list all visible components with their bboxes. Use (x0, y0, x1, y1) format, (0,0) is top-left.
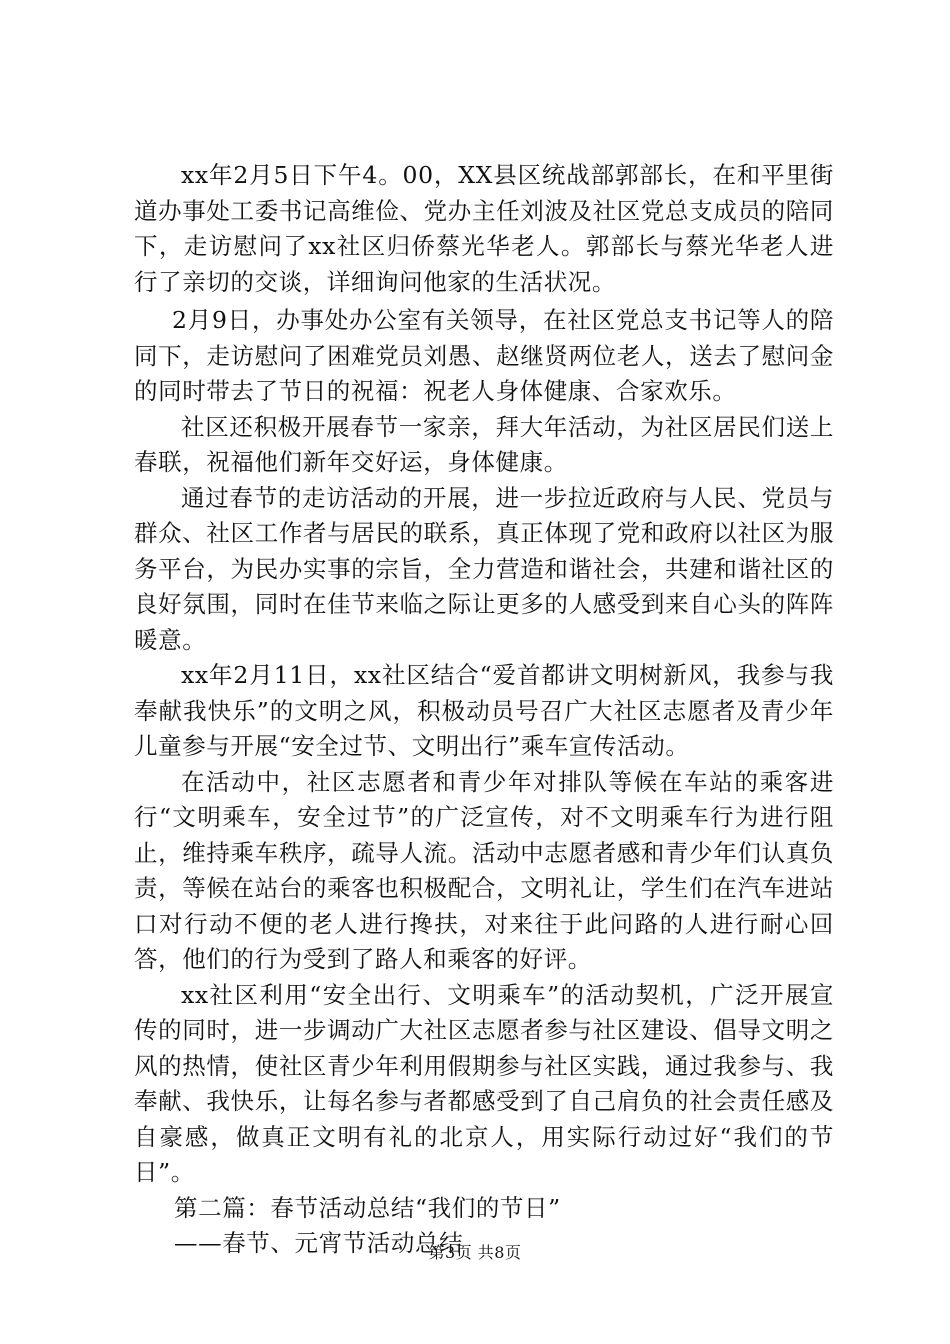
paragraph-activity-summary: xx社区利用“安全出行、文明乘车”的活动契机，广泛开展宣传的同时，进一步调动广大社区志愿者参与社区建设、倡导文明之风的热情，使社区青少年利用假期参与社区实践，通过我参与、我奉献、我快乐，让每名参与者都感受到了自己肩负的社会责任感及自豪感，做真正文明有礼的北京人，用实际行动过好“我们的节日”。 (134, 980, 834, 1186)
section-heading: 第二篇：春节活动总结“我们的节日” (174, 1193, 561, 1222)
paragraph-volunteer-activity: 在活动中，社区志愿者和青少年对排队等候在车站的乘客进行“文明乘车，安全过节”的广泛宣传，对不文明乘车行为进行阻止，维持乘车秩序，疏导人流。活动中志愿者感和青少年们认真负责，等候在站台的乘客也积极配合，文明礼让，学生们在汽车进站口对行动不便的老人进行搀扶，对来往于此问路的人进行耐心回答，他们的行为受到了路人和乘客的好评。 (134, 767, 834, 973)
paragraph-visit-overseas-chinese: xx年2月5日下午4。00，XX县区统战部郭部长，在和平里街道办事处工委书记高维俭、党办主任刘波及社区党总支成员的陪同下，走访慰问了xx社区归侨蔡光华老人。郭部长与蔡光华老人进行了亲切的交谈，详细询问他家的生活状况。 (134, 161, 834, 296)
paragraph-civilized-travel: xx年2月11日，xx社区结合“爱首都讲文明树新风，我参与我奉献我快乐”的文明之风，积极动员号召广大社区志愿者及青少年儿童参与开展“安全过节、文明出行”乘车宣传活动。 (134, 661, 834, 760)
section-subheading: ——春节、元宵节活动总结 (174, 1229, 464, 1257)
paragraph-visit-party-members: 2月9日，办事处办公室有关领导，在社区党总支书记等人的陪同下，走访慰问了困难党员刘愚、赵继贤两位老人，送去了慰问金的同时带去了节日的祝福：祝老人身体健康、合家欢乐。 (134, 306, 834, 405)
paragraph-visit-significance: 通过春节的走访活动的开展，进一步拉近政府与人民、党员与群众、社区工作者与居民的联系，真正体现了党和政府以社区为服务平台，为民办实事的宗旨，全力营造和谐社会，共建和谐社区的良好氛围，同时在佳节来临之际让更多的人感受到来自心头的阵阵暖意。 (134, 483, 834, 654)
page-number-footer: 第3页 共8页 (428, 1243, 522, 1262)
document-body (134, 158, 834, 1262)
paragraph-spring-couplets: 社区还积极开展春节一家亲，拜大年活动，为社区居民们送上春联，祝福他们新年交好运，身体健康。 (134, 412, 834, 476)
